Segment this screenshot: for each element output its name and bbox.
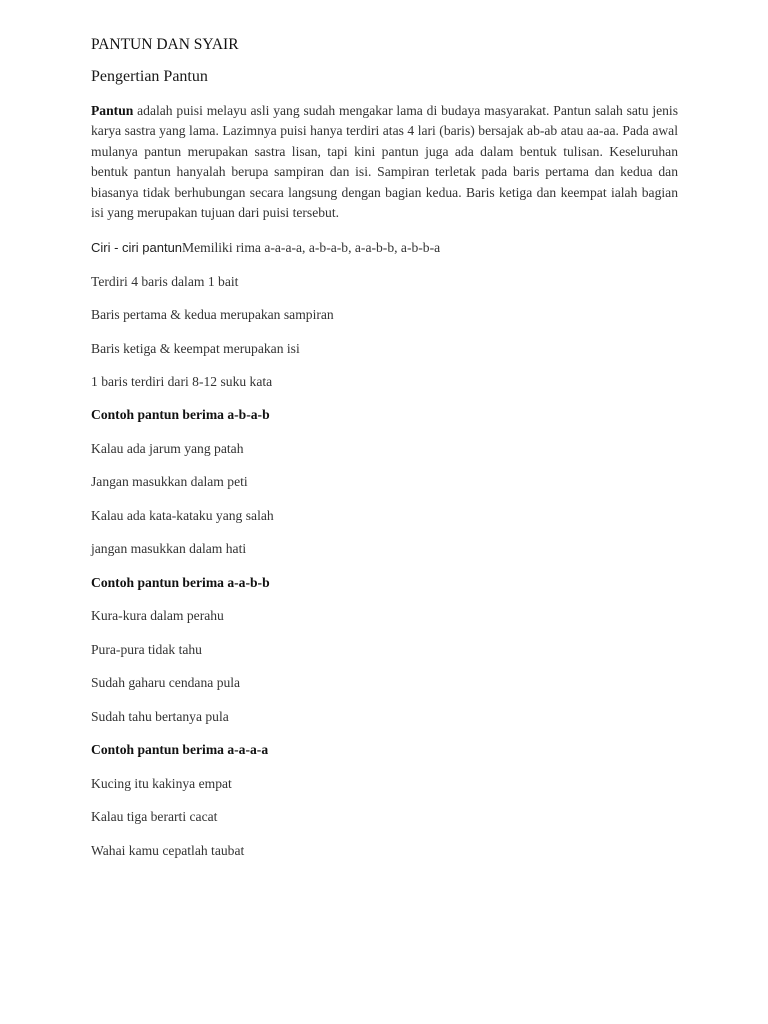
pantun-line: jangan masukkan dalam hati (91, 541, 247, 556)
ciri-item: Baris ketiga & keempat merupakan isi (91, 341, 300, 356)
pantun-line: Jangan masukkan dalam peti (91, 474, 248, 489)
section-heading: Pengertian Pantun (91, 68, 208, 85)
pantun-line: Kalau ada kata-kataku yang salah (91, 508, 274, 523)
intro-paragraph (91, 101, 678, 223)
document-title: PANTUN DAN SYAIR (91, 36, 239, 53)
ciri-first-line (91, 239, 440, 257)
example-heading-abab: Contoh pantun berima a-b-a-b (91, 407, 270, 422)
ciri-item: Terdiri 4 baris dalam 1 bait (91, 274, 239, 289)
pantun-line: Kalau ada jarum yang patah (91, 441, 244, 456)
ciri-item: 1 baris terdiri dari 8-12 suku kata (91, 374, 273, 389)
example-heading-aaaa: Contoh pantun berima a-a-a-a (91, 742, 269, 757)
ciri-label: Ciri - ciri pantun (91, 240, 183, 255)
ciri-item: Memiliki rima a-a-a-a, a-b-a-b, a-a-b-b, a-b-b-a (182, 240, 441, 255)
pantun-line: Pura-pura tidak tahu (91, 642, 202, 657)
pantun-line: Kura-kura dalam perahu (91, 608, 224, 623)
intro-bold-term: Pantun (91, 103, 134, 118)
pantun-line: Sudah gaharu cendana pula (91, 675, 241, 690)
example-heading-aabb: Contoh pantun berima a-a-b-b (91, 575, 270, 590)
intro-text: adalah puisi melayu asli yang sudah mengakar lama di budaya masyarakat. Pantun salah satu jenis karya sastra yang lama. Lazimnya puisi hanya terdiri atas 4 lari (baris) bersajak ab-ab atau aa-aa. Pada awal mulanya pantun merupakan sastra lisan, tapi kini pantun juga ada dalam bentuk tulisan. Keseluruhan bentuk pantun hanyalah berupa sampiran dan isi. Sampiran terletak pada baris pertama dan kedua dan biasanya tidak berhubungan secara langsung dengan bagian kedua. Baris ketiga dan keempat ialah bagian isi yang merupakan tujuan dari puisi tersebut. (91, 103, 678, 221)
pantun-line: Sudah tahu bertanya pula (91, 709, 229, 724)
pantun-line: Kucing itu kakinya empat (91, 776, 232, 791)
pantun-line: Kalau tiga berarti cacat (91, 809, 218, 824)
pantun-line: Wahai kamu cepatlah taubat (91, 843, 245, 858)
ciri-item: Baris pertama & kedua merupakan sampiran (91, 307, 334, 322)
